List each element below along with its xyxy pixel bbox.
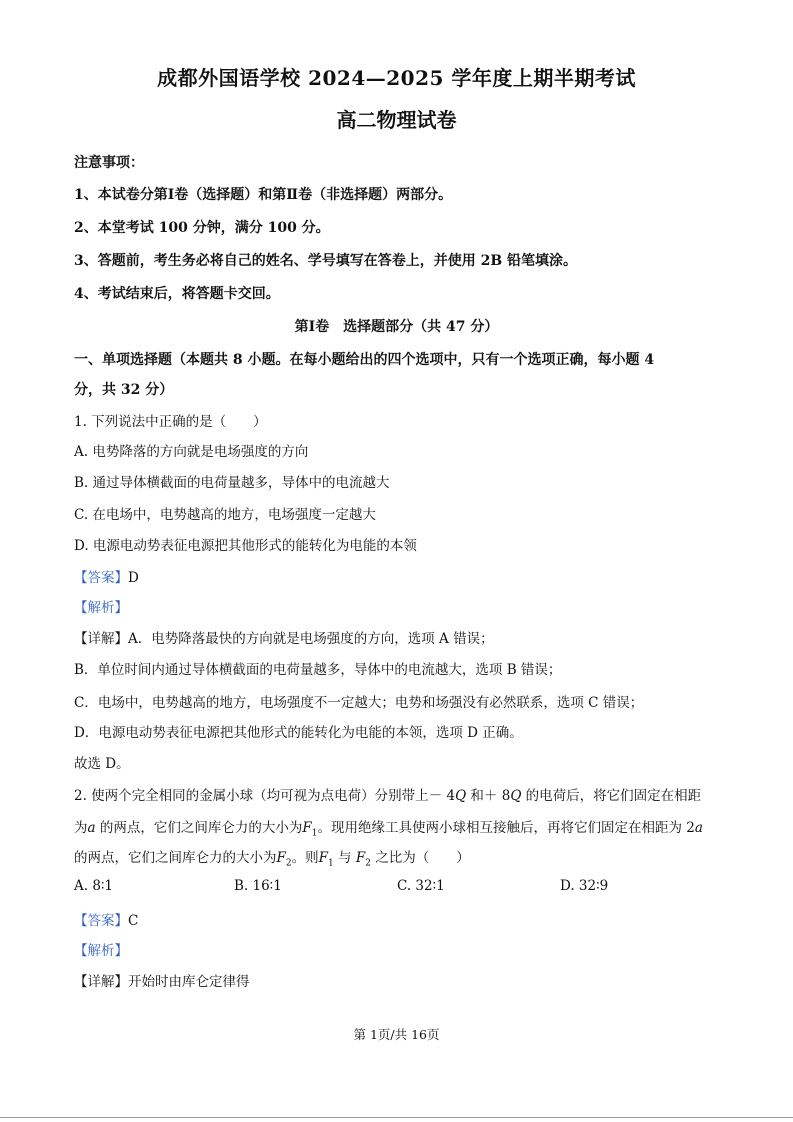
q2-text: 的两点，它们之间库仑力的大小为 — [74, 850, 277, 866]
notice-heading: 注意事项： — [74, 155, 144, 171]
q1-detail-line: B．单位时间内通过导体横截面的电荷量越多，导体中的电流越大，选项 B 错误； — [74, 662, 562, 678]
part1-instructions-cont: 分，共 32 分） — [74, 382, 174, 398]
q2-stem-line2 — [74, 816, 703, 839]
q2-text: 。现用绝缘工具使两小球相互接触后，再将它们固定在相距为 2 — [317, 820, 695, 836]
q2-analysis-label: 【解析】 — [74, 943, 128, 959]
q2-detail — [74, 970, 250, 990]
page-number: 第 1页/共 16页 — [353, 1027, 440, 1042]
notice-item: 3、答题前，考生务必将自己的姓名、学号填写在答卷上，并使用 2B 铅笔填涂。 — [74, 253, 578, 269]
detail-label: 【详解】 — [74, 631, 128, 647]
q2-stem-line3 — [74, 846, 470, 869]
notice-item: 4、考试结束后，将答题卡交回。 — [74, 286, 280, 302]
q1-answer — [74, 566, 139, 586]
notice-item: 2、本堂考试 100 分钟，满分 100 分。 — [74, 220, 330, 236]
distance-symbol: a — [694, 820, 703, 836]
q2-text: 。则 — [291, 850, 319, 866]
q2-option-a: A. 8∶1 — [74, 878, 114, 894]
q2-answer — [74, 909, 138, 929]
bottom-divider — [0, 1117, 793, 1118]
q2-stem-line1 — [74, 784, 701, 804]
subscript: 1 — [311, 828, 318, 839]
q1-analysis-label: 【解析】 — [74, 600, 128, 616]
force-symbol: F — [302, 820, 312, 836]
q2-text: 的两点，它们之间库仑力的大小为 — [95, 820, 303, 836]
exam-subtitle: 高二物理试卷 — [336, 108, 457, 132]
charge-symbol: Q — [455, 788, 467, 804]
q2-option-c: C. 32∶1 — [397, 878, 445, 894]
q1-option-a: A. 电势降落的方向就是电场强度的方向 — [74, 444, 309, 460]
q1-option-d: D. 电源电动势表征电源把其他形式的能转化为电能的本领 — [74, 538, 417, 554]
charge-symbol: Q — [510, 788, 522, 804]
part1-instructions: 一、单项选择题（本题共 8 小题。在每小题给出的四个选项中，只有一个选项正确，每小题 4 — [74, 352, 655, 368]
subscript: 2 — [285, 858, 292, 869]
q2-text: 之比为（ ） — [370, 850, 470, 866]
distance-symbol: a — [87, 820, 96, 836]
q2-option-d: D. 32∶9 — [560, 878, 609, 894]
answer-value: D — [128, 570, 139, 586]
section-heading: 第Ⅰ卷 选择题部分（共 47 分） — [294, 319, 499, 335]
q1-conclusion: 故选 D。 — [74, 756, 130, 772]
q1-option-c: C. 在电场中，电势越高的地方，电场强度一定越大 — [74, 507, 376, 523]
subscript: 2 — [365, 858, 371, 869]
force-symbol: F — [276, 850, 286, 866]
q2-text: 和＋ 8 — [466, 788, 511, 804]
q1-option-b: B. 通过导体横截面的电荷量越多，导体中的电流越大 — [74, 475, 390, 491]
detail-line: A．电势降落最快的方向就是电场强度的方向，选项 A 错误； — [128, 631, 494, 647]
force-symbol: F — [355, 850, 366, 866]
answer-label: 【答案】 — [74, 913, 128, 929]
q1-detail-line: D．电源电动势表征电源把其他形式的能转化为电能的本领，选项 D 正确。 — [74, 725, 523, 741]
q1-detail — [74, 627, 494, 647]
detail-text: 开始时由库仑定律得 — [128, 974, 250, 990]
force-symbol: F — [318, 850, 328, 866]
q1-detail-line: C．电场中，电势越高的地方，电场强度不一定越大；电势和场强没有必然联系，选项 C 错误； — [74, 695, 644, 711]
q1-stem: 1. 下列说法中正确的是（ ） — [74, 414, 267, 430]
subscript: 1 — [327, 858, 334, 869]
q2-text: 的电荷后，将它们固定在相距 — [521, 788, 702, 804]
q2-text: 与 — [333, 850, 356, 866]
q2-text: 2. 使两个完全相同的金属小球（均可视为点电荷）分别带上－ 4 — [74, 788, 456, 804]
q2-option-b: B. 16∶1 — [234, 878, 282, 894]
exam-title: 成都外国语学校 2024—2025 学年度上期半期考试 — [157, 66, 636, 90]
answer-value: C — [128, 913, 139, 929]
detail-label: 【详解】 — [74, 974, 128, 990]
notice-item: 1、本试卷分第Ⅰ卷（选择题）和第Ⅱ卷（非选择题）两部分。 — [74, 187, 453, 203]
q2-text: 为 — [74, 820, 88, 836]
answer-label: 【答案】 — [74, 570, 128, 586]
